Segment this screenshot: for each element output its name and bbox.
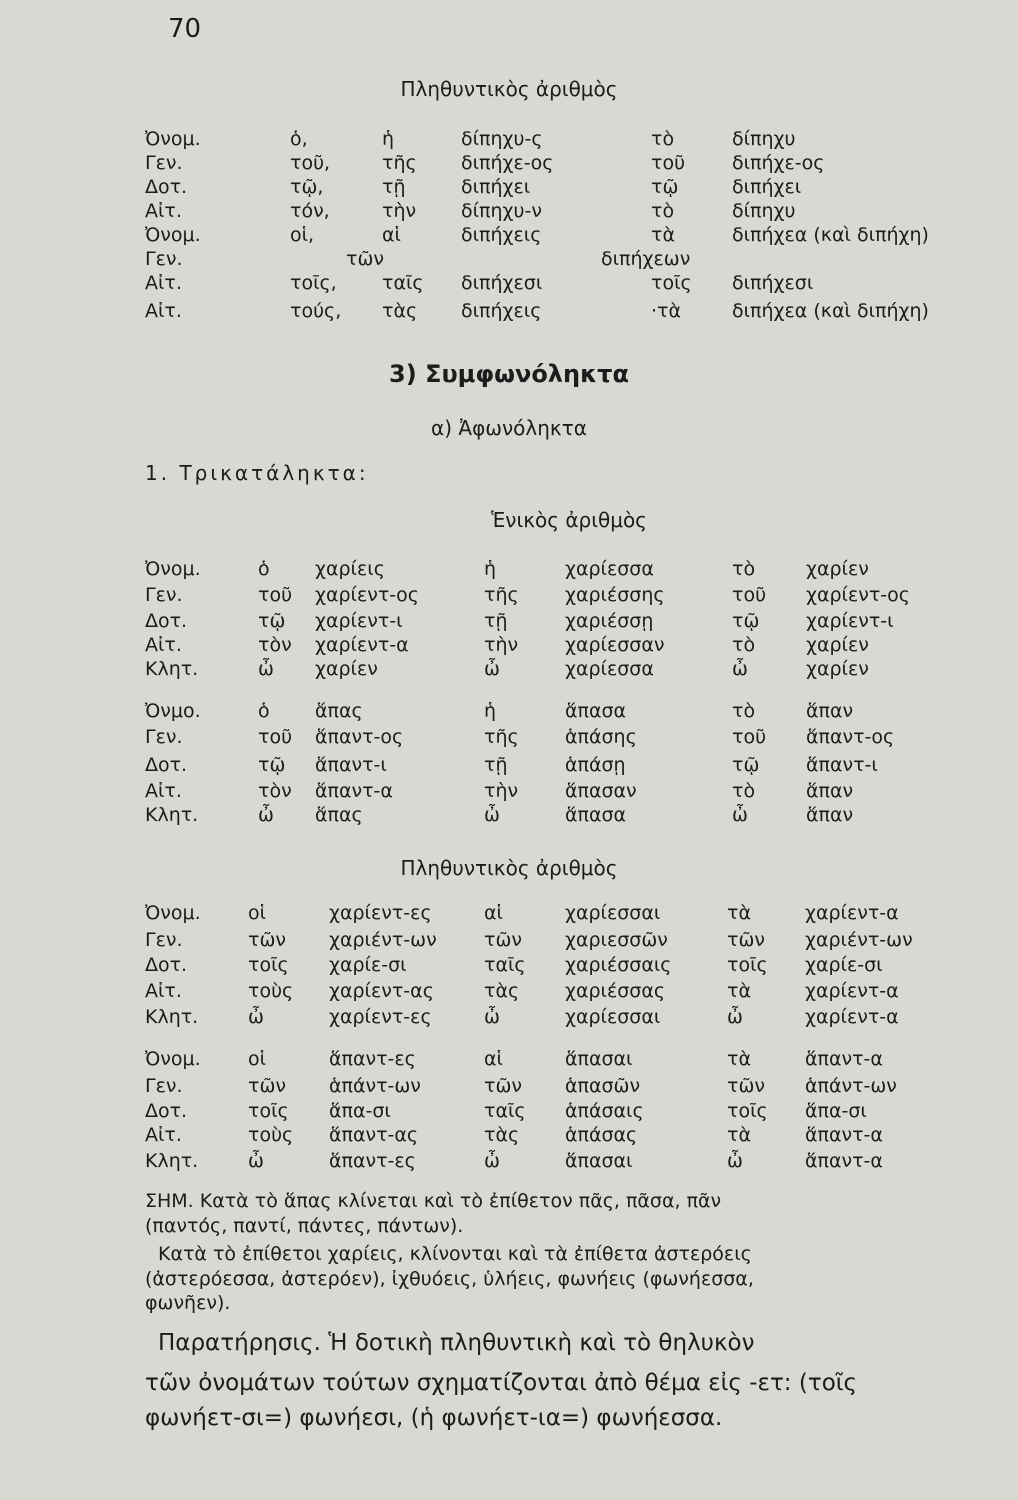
declension-cell: Κλητ.: [145, 1006, 199, 1028]
declension-row: [0, 1124, 1018, 1148]
declension-cell: Κλητ.: [145, 658, 199, 680]
declension-cell: ἡ: [484, 700, 497, 722]
declension-cell: τῶν: [727, 929, 765, 951]
declension-cell: Γεν.: [145, 152, 183, 174]
declension-cell: ἅπας: [315, 804, 363, 826]
observation-line: τῶν ὀνομάτων τούτων σχηματίζονται ἀπὸ θέμα εἰς -ετ: (τοῖς: [145, 1370, 858, 1396]
declension-row: [0, 780, 1018, 804]
declension-cell: ἅπαντ-α: [805, 1048, 883, 1070]
declension-cell: Γεν.: [145, 584, 183, 606]
declension-cell: διπήχεις: [461, 224, 542, 246]
declension-cell: Ὀνομ.: [145, 902, 201, 924]
declension-cell: τῶν: [346, 248, 384, 270]
declension-cell: Αἰτ.: [145, 300, 182, 322]
declension-cell: τὰς: [382, 300, 418, 322]
declension-cell: Αἰτ.: [145, 1124, 182, 1146]
declension-row: [0, 700, 1018, 724]
declension-cell: οἱ: [248, 1048, 267, 1070]
declension-cell: τὸ: [732, 700, 756, 722]
note-line: ΣΗΜ. Κατὰ τὸ ἅπας κλίνεται καὶ τὸ ἐπίθετον πᾶς, πᾶσα, πᾶν: [145, 1190, 722, 1212]
declension-row: [0, 610, 1018, 634]
declension-cell: τῇ: [382, 176, 406, 198]
declension-cell: Γεν.: [145, 929, 183, 951]
declension-cell: ἅπας: [315, 700, 363, 722]
declension-cell: ἁπάντ-ων: [805, 1075, 897, 1097]
declension-cell: χαρίε-σι: [805, 954, 883, 976]
declension-cell: τοῦ,: [290, 152, 331, 174]
declension-cell: τῶν: [484, 929, 522, 951]
declension-cell: ὦ: [484, 1006, 500, 1028]
declension-cell: τοῖς: [248, 954, 289, 976]
declension-cell: ἅπασαι: [565, 1150, 633, 1172]
declension-cell: ταῖς: [484, 954, 526, 976]
plural-heading: Πληθυντικὸς ἀριθμὸς: [400, 77, 618, 101]
declension-row: [0, 804, 1018, 828]
declension-cell: ἅπαντ-ες: [329, 1150, 416, 1172]
declension-row: [0, 658, 1018, 682]
declension-cell: χαρίεν: [806, 634, 869, 656]
declension-cell: Γεν.: [145, 1075, 183, 1097]
declension-cell: ὦ: [484, 1150, 500, 1172]
declension-cell: χαρίε-σι: [329, 954, 407, 976]
note-line: (παντός, παντί, πάντες, πάντων).: [145, 1215, 464, 1237]
declension-cell: χαρίεντ-ες: [329, 902, 432, 924]
declension-cell: τῇ: [484, 610, 508, 632]
declension-cell: δίπηχυ: [732, 200, 796, 222]
declension-cell: τῆς: [484, 726, 519, 748]
declension-cell: ὦ: [484, 804, 500, 826]
declension-cell: ὦ: [732, 804, 748, 826]
note-line: (ἀστερόεσσα, ἀστερόεν), ἰχθυόεις, ὑλήεις, φωνήεις (φωνήεσσα,: [145, 1268, 754, 1290]
declension-cell: ἁπάντ-ων: [329, 1075, 421, 1097]
declension-cell: Γεν.: [145, 726, 183, 748]
declension-row: [0, 1048, 1018, 1072]
declension-cell: χαρίεντ-ι: [315, 610, 403, 632]
declension-cell: διπήχε-ος: [732, 152, 825, 174]
declension-cell: Αἰτ.: [145, 980, 182, 1002]
declension-row: [0, 902, 1018, 926]
declension-cell: ἅπα-σι: [329, 1100, 391, 1122]
declension-cell: τῶν: [248, 929, 286, 951]
declension-cell: χαριέντ-ων: [805, 929, 913, 951]
declension-cell: διπήχε-ος: [461, 152, 554, 174]
declension-cell: τόν,: [290, 200, 330, 222]
declension-cell: ἅπαντ-ος: [315, 726, 404, 748]
declension-cell: χαρίεντ-ος: [315, 584, 419, 606]
declension-cell: ἁπάσης: [565, 726, 637, 748]
declension-cell: χαρίεντ-α: [805, 1006, 899, 1028]
declension-cell: διπήχεα (καὶ διπήχη): [732, 300, 929, 322]
declension-row: [0, 176, 1018, 200]
declension-cell: τῷ: [732, 610, 760, 632]
declension-row: [0, 152, 1018, 176]
declension-cell: Ὀνομ.: [145, 1048, 201, 1070]
declension-cell: τοῖς: [248, 1100, 289, 1122]
declension-row: [0, 272, 1018, 296]
declension-cell: Ὀνμο.: [145, 700, 201, 722]
declension-cell: χαρίεν: [806, 558, 869, 580]
declension-cell: ὦ: [258, 658, 274, 680]
declension-cell: τῶν: [248, 1075, 286, 1097]
declension-cell: ὦ: [248, 1150, 264, 1172]
declension-cell: ταῖς: [484, 1100, 526, 1122]
declension-cell: ἁπασῶν: [565, 1075, 641, 1097]
item-label: 1. Τρικατάληκτα:: [145, 461, 369, 485]
declension-cell: χαριεσσῶν: [565, 929, 668, 951]
declension-row: [0, 1150, 1018, 1174]
declension-cell: χαρίεσσα: [565, 558, 654, 580]
declension-cell: τοῖς: [727, 954, 768, 976]
declension-cell: ἅπαντ-ος: [806, 726, 895, 748]
declension-cell: τὸ: [651, 200, 675, 222]
declension-cell: χαρίεντ-α: [805, 902, 899, 924]
declension-cell: ὦ: [484, 658, 500, 680]
declension-cell: διπήχεων: [601, 248, 691, 270]
declension-cell: ταῖς: [382, 272, 424, 294]
declension-cell: Γεν.: [145, 248, 183, 270]
declension-cell: τοῦ: [258, 726, 293, 748]
declension-cell: τὸν: [258, 634, 292, 656]
declension-cell: χαρίεσσαν: [565, 634, 665, 656]
declension-cell: τῷ,: [290, 176, 324, 198]
declension-cell: Ὀνομ.: [145, 224, 201, 246]
declension-cell: ἁπάσῃ: [565, 754, 626, 776]
declension-cell: ἡ: [484, 558, 497, 580]
declension-cell: Δοτ.: [145, 954, 188, 976]
declension-cell: ἅπαντ-α: [805, 1124, 883, 1146]
declension-cell: τῷ: [651, 176, 679, 198]
declension-cell: ὦ: [248, 1006, 264, 1028]
declension-cell: τοὺς: [248, 1124, 294, 1146]
declension-cell: τὸ: [732, 558, 756, 580]
declension-cell: δίπηχυ-ν: [461, 200, 542, 222]
declension-cell: χαριέσσῃ: [565, 610, 654, 632]
declension-cell: αἱ: [484, 902, 503, 924]
declension-cell: Δοτ.: [145, 754, 188, 776]
declension-cell: ἅπαντ-α: [315, 780, 393, 802]
declension-cell: διπήχει: [461, 176, 531, 198]
declension-cell: ἅπασα: [565, 804, 627, 826]
declension-cell: χαρίεντ-ος: [806, 584, 910, 606]
declension-cell: ὦ: [258, 804, 274, 826]
declension-cell: τοῖς,: [290, 272, 337, 294]
declension-cell: Αἰτ.: [145, 634, 182, 656]
declension-cell: Δοτ.: [145, 610, 188, 632]
note-line: φωνῆεν).: [145, 1292, 231, 1314]
page-number: 70: [168, 14, 202, 44]
declension-cell: τὸ: [651, 128, 675, 150]
declension-cell: ἅπαντ-ας: [329, 1124, 419, 1146]
declension-cell: τῶν: [484, 1075, 522, 1097]
declension-cell: τῆς: [484, 584, 519, 606]
declension-cell: χαρίεντ-ες: [329, 1006, 432, 1028]
observation-line: Παρατήρησις. Ἡ δοτικὴ πληθυντικὴ καὶ τὸ θηλυκὸν: [158, 1330, 755, 1356]
declension-cell: τοῦ: [732, 726, 767, 748]
declension-cell: χαρίεντ-α: [805, 980, 899, 1002]
declension-cell: διπήχεα (καὶ διπήχη): [732, 224, 929, 246]
declension-cell: αἱ: [382, 224, 401, 246]
declension-cell: τὸν: [258, 780, 292, 802]
declension-row: [0, 980, 1018, 1004]
observation-line: φωνήετ-σι=) φωνήεσι, (ἡ φωνήετ-ια=) φωνήεσσα.: [145, 1405, 723, 1431]
declension-cell: ὦ: [727, 1150, 743, 1172]
section-heading: 3) Συμφωνόληκτα: [389, 360, 629, 388]
declension-cell: τὴν: [382, 200, 417, 222]
declension-cell: ἅπαντ-α: [805, 1150, 883, 1172]
declension-cell: τῇ: [484, 754, 508, 776]
plural-heading-2: Πληθυντικὸς ἀριθμὸς: [400, 856, 618, 880]
declension-cell: ἁπάσας: [565, 1124, 638, 1146]
declension-cell: τοῖς: [651, 272, 692, 294]
declension-cell: Κλητ.: [145, 804, 199, 826]
singular-heading: Ἑνικὸς ἀριθμὸς: [491, 508, 647, 532]
declension-row: [0, 558, 1018, 582]
declension-cell: τοῖς: [727, 1100, 768, 1122]
declension-cell: χαρίεις: [315, 558, 385, 580]
declension-cell: τὰ: [727, 980, 751, 1002]
declension-cell: χαρίεντ-ι: [806, 610, 894, 632]
declension-row: [0, 584, 1018, 608]
declension-cell: χαρίεντ-ας: [329, 980, 434, 1002]
declension-cell: τούς,: [290, 300, 342, 322]
declension-cell: τῷ: [732, 754, 760, 776]
declension-cell: Αἰτ.: [145, 200, 182, 222]
declension-row: [0, 954, 1018, 978]
declension-cell: οἱ: [248, 902, 267, 924]
declension-cell: Αἰτ.: [145, 272, 182, 294]
declension-cell: τοὺς: [248, 980, 294, 1002]
declension-cell: χαρίεσσαι: [565, 902, 661, 924]
declension-cell: ἅπαντ-ες: [329, 1048, 416, 1070]
declension-cell: τὸ: [732, 634, 756, 656]
declension-cell: ἅπαντ-ι: [806, 754, 878, 776]
declension-cell: οἱ,: [290, 224, 315, 246]
declension-row: [0, 929, 1018, 953]
declension-cell: χαριέντ-ων: [329, 929, 437, 951]
declension-row: [0, 1006, 1018, 1030]
declension-cell: τὰ: [651, 224, 675, 246]
declension-cell: χαριέσσαις: [565, 954, 672, 976]
declension-cell: ἡ: [382, 128, 395, 150]
declension-cell: αἱ: [484, 1048, 503, 1070]
declension-cell: ὦ: [727, 1006, 743, 1028]
declension-cell: τὴν: [484, 780, 519, 802]
declension-cell: ἅπαν: [806, 780, 854, 802]
declension-cell: χαρίεν: [315, 658, 378, 680]
declension-cell: χαρίεσσαι: [565, 1006, 661, 1028]
declension-cell: χαρίεσσα: [565, 658, 654, 680]
declension-row: [0, 726, 1018, 750]
declension-cell: τὰ: [727, 1048, 751, 1070]
declension-cell: ἅπασαν: [565, 780, 637, 802]
note-line: Κατὰ τὸ ἐπίθετοι χαρίεις, κλίνονται καὶ τὰ ἐπίθετα ἀστερόεις: [158, 1243, 752, 1265]
declension-cell: ·τὰ: [651, 300, 682, 322]
declension-cell: τοῦ: [258, 584, 293, 606]
declension-cell: χαριέσσας: [565, 980, 666, 1002]
declension-cell: Κλητ.: [145, 1150, 199, 1172]
declension-cell: τὸ: [732, 780, 756, 802]
declension-cell: διπήχει: [732, 176, 802, 198]
declension-cell: τῷ: [258, 610, 286, 632]
declension-row: [0, 128, 1018, 152]
declension-cell: τῆς: [382, 152, 417, 174]
declension-cell: τὴν: [484, 634, 519, 656]
declension-cell: ἅπασα: [565, 700, 627, 722]
declension-cell: τοῦ: [651, 152, 686, 174]
declension-row: [0, 200, 1018, 224]
declension-cell: ἅπαντ-ι: [315, 754, 387, 776]
declension-cell: Ὀνομ.: [145, 128, 201, 150]
declension-cell: χαριέσσης: [565, 584, 665, 606]
declension-cell: διπήχεις: [461, 300, 542, 322]
declension-cell: ὦ: [732, 658, 748, 680]
declension-row: [0, 1100, 1018, 1124]
declension-cell: ὁ: [258, 558, 270, 580]
declension-cell: χαρίεν: [806, 658, 869, 680]
declension-row: [0, 634, 1018, 658]
declension-cell: δίπηχυ-ς: [461, 128, 543, 150]
declension-cell: Δοτ.: [145, 1100, 188, 1122]
declension-cell: Ὀνομ.: [145, 558, 201, 580]
declension-cell: ὁ,: [290, 128, 308, 150]
declension-cell: τῷ: [258, 754, 286, 776]
declension-cell: ἅπαν: [806, 804, 854, 826]
declension-cell: διπήχεσι: [461, 272, 543, 294]
declension-cell: ἅπασαι: [565, 1048, 633, 1070]
declension-cell: τῶν: [727, 1075, 765, 1097]
declension-cell: ἁπάσαις: [565, 1100, 644, 1122]
declension-cell: τὰς: [484, 980, 520, 1002]
declension-cell: Αἰτ.: [145, 780, 182, 802]
declension-cell: ὁ: [258, 700, 270, 722]
declension-row: [0, 1075, 1018, 1099]
declension-cell: τοῦ: [732, 584, 767, 606]
subsection-heading: α) Ἀφωνόληκτα: [431, 416, 587, 440]
declension-cell: τὰ: [727, 902, 751, 924]
declension-cell: τὰς: [484, 1124, 520, 1146]
declension-row: [0, 300, 1018, 324]
declension-cell: χαρίεντ-α: [315, 634, 409, 656]
declension-cell: δίπηχυ: [732, 128, 796, 150]
declension-cell: διπήχεσι: [732, 272, 814, 294]
declension-cell: Δοτ.: [145, 176, 188, 198]
declension-row: [0, 754, 1018, 778]
declension-cell: ἅπαν: [806, 700, 854, 722]
declension-cell: τὰ: [727, 1124, 751, 1146]
declension-cell: ἅπα-σι: [805, 1100, 867, 1122]
declension-row: [0, 248, 1018, 272]
declension-row: [0, 224, 1018, 248]
